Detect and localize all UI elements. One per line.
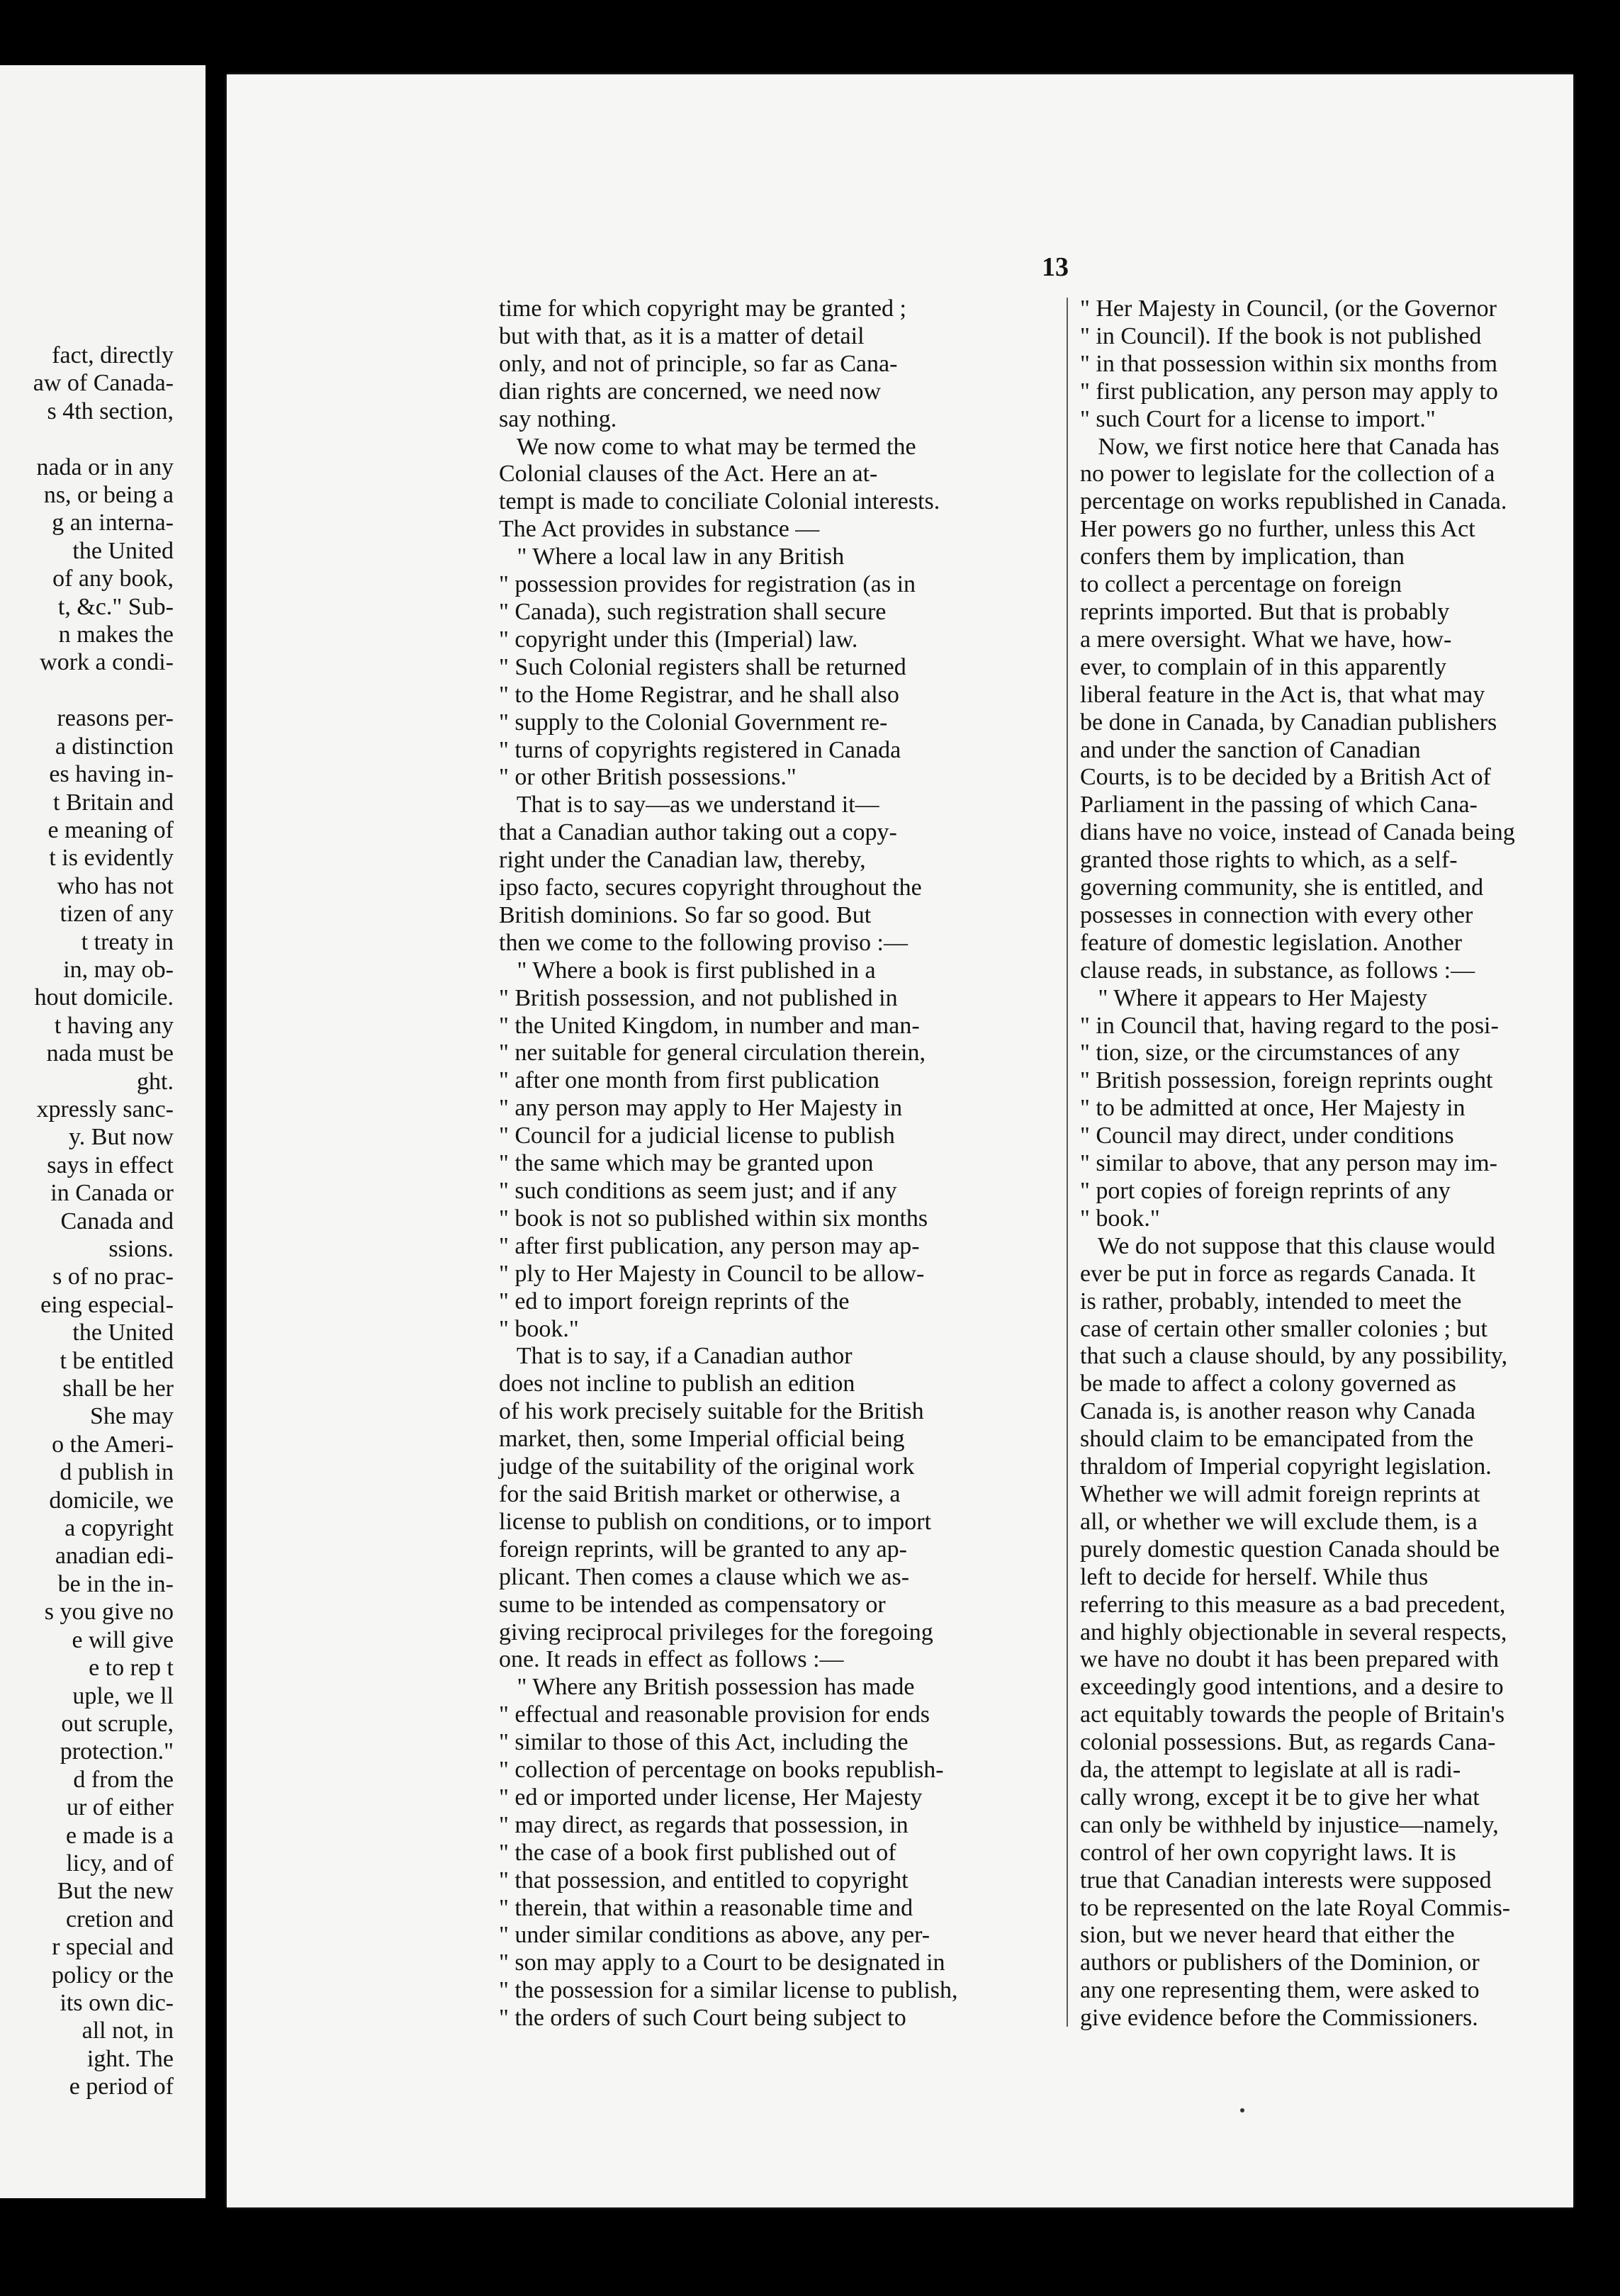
text-line: out scruple, xyxy=(61,1710,174,1737)
text-line: British dominions. So far so good. But xyxy=(499,901,872,928)
text-line: licy, and of xyxy=(66,1850,174,1876)
text-line: " Where it appears to Her Majesty xyxy=(1080,984,1428,1011)
text-line: authors or publishers of the Dominion, or xyxy=(1080,1949,1480,1976)
text-line: But the new xyxy=(57,1878,174,1905)
text-line: " after one month from first publication xyxy=(499,1067,879,1094)
text-line: " ply to Her Majesty in Council to be allow- xyxy=(499,1260,925,1287)
text-line: " such Court for a license to import." xyxy=(1080,405,1436,432)
text-line: then we come to the following proviso :— xyxy=(499,929,908,956)
text-line: does not incline to publish an edition xyxy=(499,1371,855,1397)
text-line: shall be her xyxy=(62,1375,174,1402)
text-line: all, or whether we will exclude them, is a xyxy=(1080,1508,1478,1535)
text-line: Whether we will admit foreign reprints at xyxy=(1080,1480,1480,1507)
text-line: judge of the suitability of the original work xyxy=(499,1453,915,1480)
text-line: " the orders of such Court being subject to xyxy=(499,2005,906,2032)
text-line: dians have no voice, instead of Canada being xyxy=(1080,819,1515,846)
text-line: " ed or imported under license, Her Majesty xyxy=(499,1784,923,1811)
text-line: plicant. Then comes a clause which we as- xyxy=(499,1563,910,1590)
text-line: " British possession, and not published in xyxy=(499,984,898,1011)
text-line: ever, to complain of in this apparently xyxy=(1080,653,1446,680)
text-line: say nothing. xyxy=(499,405,617,432)
text-line: domicile, we xyxy=(49,1487,174,1514)
text-line: protection." xyxy=(60,1738,174,1765)
text-line: can only be withheld by injustice—namely, xyxy=(1080,1811,1499,1838)
right-column xyxy=(1080,296,1515,2032)
text-line: granted those rights to which, as a self- xyxy=(1080,847,1458,874)
text-line: " supply to the Colonial Government re- xyxy=(499,709,888,736)
text-line: should claim to be emancipated from the xyxy=(1080,1426,1474,1453)
text-line: in, may ob- xyxy=(63,956,174,983)
text-line: and under the sanction of Canadian xyxy=(1080,736,1421,763)
text-line: right under the Canadian law, thereby, xyxy=(499,847,866,874)
text-line: we have no doubt it has been prepared with xyxy=(1080,1646,1500,1673)
text-line: " or other British possessions." xyxy=(499,764,797,791)
column-divider xyxy=(1067,298,1068,2027)
left-page-text xyxy=(0,342,174,2101)
text-line: n makes the xyxy=(58,621,174,648)
text-line: reprints imported. But that is probably xyxy=(1080,598,1450,625)
text-line: The Act provides in substance — xyxy=(499,516,820,543)
text-line: governing community, she is entitled, and xyxy=(1080,874,1484,901)
text-line: " effectual and reasonable provision for ends xyxy=(499,1701,930,1728)
text-line: We now come to what may be termed the xyxy=(499,433,916,460)
text-line: is rather, probably, intended to meet the xyxy=(1080,1288,1462,1315)
left-column xyxy=(499,296,958,2032)
text-line: She may xyxy=(89,1403,174,1430)
text-line: " in Council that, having regard to the posi- xyxy=(1080,1012,1499,1039)
text-line: liberal feature in the Act is, that what may xyxy=(1080,681,1485,708)
page-number: 13 xyxy=(1042,252,1069,282)
text-line: " British possession, foreign reprints ought xyxy=(1080,1067,1493,1094)
text-line: t be entitled xyxy=(60,1347,174,1374)
text-line: " port copies of foreign reprints of any xyxy=(1080,1178,1451,1204)
text-line: tempt is made to conciliate Colonial interests. xyxy=(499,488,940,515)
text-line: anadian edi- xyxy=(55,1543,174,1570)
text-line: " to the Home Registrar, and he shall also xyxy=(499,681,899,708)
text-line: market, then, some Imperial official being xyxy=(499,1426,905,1453)
text-line: d publish in xyxy=(60,1459,174,1486)
text-line: a copyright xyxy=(64,1515,174,1542)
text-line: to collect a percentage on foreign xyxy=(1080,571,1402,598)
text-line: all not, in xyxy=(81,2018,174,2044)
text-line: That is to say—as we understand it— xyxy=(499,792,879,818)
text-line: xpressly sanc- xyxy=(36,1096,174,1122)
text-line: of his work precisely suitable for the British xyxy=(499,1398,924,1425)
text-line xyxy=(0,425,174,453)
text-line: " Canada), such registration shall secure xyxy=(499,598,887,625)
text-line: Now, we first notice here that Canada has xyxy=(1080,433,1500,460)
text-line: thraldom of Imperial copyright legislation. xyxy=(1080,1453,1492,1480)
text-line: s of no prac- xyxy=(52,1264,174,1290)
text-line: Parliament in the passing of which Cana- xyxy=(1080,792,1478,818)
text-line: " turns of copyrights registered in Canada xyxy=(499,736,901,763)
text-line: one. It reads in effect as follows :— xyxy=(499,1646,844,1673)
text-line: give evidence before the Commissioners. xyxy=(1080,2005,1478,2032)
text-line: " the same which may be granted upon xyxy=(499,1150,874,1177)
text-line: feature of domestic legislation. Another xyxy=(1080,929,1463,956)
text-line: " ed to import foreign reprints of the xyxy=(499,1288,850,1315)
text-line: for the said British market or otherwise, a xyxy=(499,1480,901,1507)
printer-dot xyxy=(1240,2108,1244,2112)
text-line: purely domestic question Canada should be xyxy=(1080,1536,1500,1563)
text-line: Her powers go no further, unless this Act xyxy=(1080,516,1475,543)
text-line: case of certain other smaller colonies ; but xyxy=(1080,1315,1487,1342)
text-line: says in effect xyxy=(47,1152,174,1178)
text-line: be in the in- xyxy=(57,1570,174,1597)
text-line: percentage on works republished in Canada. xyxy=(1080,488,1507,515)
text-line: " the possession for a similar license to publish, xyxy=(499,1977,958,2004)
text-line: e will give xyxy=(72,1626,174,1653)
text-line: foreign reprints, will be granted to any ap- xyxy=(499,1536,907,1563)
text-line: be done in Canada, by Canadian publishers xyxy=(1080,709,1497,736)
text-line: exceedingly good intentions, and a desire to xyxy=(1080,1674,1504,1701)
text-line: fact, directly xyxy=(52,342,174,368)
text-line: Canada is, is another reason why Canada xyxy=(1080,1398,1475,1425)
text-line: no power to legislate for the collection of a xyxy=(1080,461,1495,488)
text-line: confers them by implication, than xyxy=(1080,544,1405,570)
text-line: " under similar conditions as above, any per- xyxy=(499,1922,930,1949)
text-line: " possession provides for registration (as in xyxy=(499,571,916,598)
text-line: y. But now xyxy=(69,1124,174,1151)
text-line xyxy=(0,677,174,704)
text-line: cretion and xyxy=(66,1906,174,1932)
text-line: " Where a local law in any British xyxy=(499,544,845,570)
text-line: policy or the xyxy=(52,1962,174,1988)
text-line: " the United Kingdom, in number and man- xyxy=(499,1012,920,1039)
text-line: " book is not so published within six months xyxy=(499,1205,928,1232)
text-line: " tion, size, or the circumstances of any xyxy=(1080,1040,1460,1067)
text-line: " similar to those of this Act, including the xyxy=(499,1729,909,1756)
text-line: e period of xyxy=(69,2073,174,2100)
main-page xyxy=(227,74,1573,2207)
text-line: to be represented on the late Royal Commis- xyxy=(1080,1894,1511,1921)
text-line: left to decide for herself. While thus xyxy=(1080,1563,1429,1590)
text-line: the United xyxy=(72,537,174,564)
text-line: " in that possession within six months from xyxy=(1080,350,1498,377)
text-line: t treaty in xyxy=(81,928,174,955)
text-line: " ner suitable for general circulation therein, xyxy=(499,1040,926,1067)
text-line: giving reciprocal privileges for the foregoing xyxy=(499,1619,933,1645)
text-line: da, the attempt to legislate at all is radi- xyxy=(1080,1757,1461,1784)
text-line: that a Canadian author taking out a copy- xyxy=(499,819,897,846)
text-line: but with that, as it is a matter of detail xyxy=(499,322,865,349)
text-line: s 4th section, xyxy=(47,398,174,424)
text-line: t, &c." Sub- xyxy=(57,593,174,620)
text-line: act equitably towards the people of Britain's xyxy=(1080,1701,1505,1728)
text-line: " to be admitted at once, Her Majesty in xyxy=(1080,1095,1466,1122)
text-line: " first publication, any person may apply to xyxy=(1080,378,1498,405)
text-line: reasons per- xyxy=(57,705,174,732)
text-line: possesses in connection with every other xyxy=(1080,901,1473,928)
text-line: eing especial- xyxy=(40,1291,174,1318)
text-line: clause reads, in substance, as follows :— xyxy=(1080,957,1475,984)
text-line: t Britain and xyxy=(53,789,174,816)
text-line: " collection of percentage on books republish- xyxy=(499,1757,944,1784)
text-line: " Where any British possession has made xyxy=(499,1674,915,1701)
text-line: ever be put in force as regards Canada. It xyxy=(1080,1260,1475,1287)
text-line: " Such Colonial registers shall be returned xyxy=(499,653,906,680)
text-line: g an interna- xyxy=(52,510,174,536)
text-line: its own dic- xyxy=(60,1989,174,2016)
text-line: ns, or being a xyxy=(43,482,174,509)
left-page-fragment xyxy=(0,65,206,2198)
text-line: o the Ameri- xyxy=(52,1431,174,1458)
text-line: a mere oversight. What we have, how- xyxy=(1080,626,1452,653)
text-line: uple, we ll xyxy=(72,1682,174,1709)
text-line: s you give no xyxy=(44,1599,174,1626)
text-line: Colonial clauses of the Act. Here an at- xyxy=(499,461,878,488)
text-line: nada or in any xyxy=(36,454,174,480)
text-line: " in Council). If the book is not published xyxy=(1080,322,1482,349)
text-line: only, and not of principle, so far as Cana- xyxy=(499,350,898,377)
text-line: " copyright under this (Imperial) law. xyxy=(499,626,858,653)
text-line: cally wrong, except it be to give her what xyxy=(1080,1784,1480,1811)
text-line: d from the xyxy=(73,1766,174,1793)
text-line: ight. The xyxy=(86,2045,174,2072)
text-line: ipso facto, secures copyright throughout the xyxy=(499,874,922,901)
text-line: e to rep t xyxy=(89,1655,174,1682)
text-line: colonial possessions. But, as regards Cana- xyxy=(1080,1729,1496,1756)
text-line: t is evidently xyxy=(49,845,174,872)
text-line: aw of Canada- xyxy=(33,370,174,397)
text-line: and highly objectionable in several respects, xyxy=(1080,1619,1507,1645)
text-line: " that possession, and entitled to copyright xyxy=(499,1867,909,1893)
text-line: r special and xyxy=(52,1934,174,1961)
text-line: control of her own copyright laws. It is xyxy=(1080,1839,1456,1866)
text-line: " book." xyxy=(499,1315,579,1342)
text-line: e meaning of xyxy=(47,816,174,843)
text-line: hout domicile. xyxy=(34,984,174,1011)
text-line: a distinction xyxy=(55,733,174,760)
text-line: es having in- xyxy=(49,761,174,788)
text-line: ght. xyxy=(137,1068,174,1095)
text-line: e made is a xyxy=(66,1822,174,1849)
text-line: " may direct, as regards that possession, in xyxy=(499,1811,909,1838)
text-line: Courts, is to be decided by a British Act of xyxy=(1080,764,1491,791)
text-line: Canada and xyxy=(60,1208,174,1234)
text-line: in Canada or xyxy=(50,1180,174,1207)
text-line: We do not suppose that this clause would xyxy=(1080,1232,1495,1259)
text-line: ur of either xyxy=(66,1794,174,1821)
text-line: " therein, that within a reasonable time and xyxy=(499,1894,913,1921)
text-line: work a condi- xyxy=(40,649,174,676)
text-line: " book." xyxy=(1080,1205,1160,1232)
text-line: " Council for a judicial license to publish xyxy=(499,1122,895,1149)
text-line: " similar to above, that any person may im- xyxy=(1080,1150,1497,1177)
text-line: " any person may apply to Her Majesty in xyxy=(499,1095,903,1122)
text-line: ssions. xyxy=(108,1236,174,1262)
text-line: t having any xyxy=(54,1012,174,1039)
text-line: " Council may direct, under conditions xyxy=(1080,1122,1454,1149)
text-line: the United xyxy=(72,1319,174,1346)
text-line: That is to say, if a Canadian author xyxy=(499,1343,853,1370)
text-line: " Her Majesty in Council, (or the Governor xyxy=(1080,296,1497,322)
text-line: be made to affect a colony governed as xyxy=(1080,1371,1456,1397)
text-line: " such conditions as seem just; and if any xyxy=(499,1178,897,1204)
text-line: who has not xyxy=(57,872,174,899)
text-line: license to publish on conditions, or to import xyxy=(499,1508,932,1535)
text-line: " son may apply to a Court to be designated in xyxy=(499,1949,945,1976)
text-line: " the case of a book first published out of xyxy=(499,1839,896,1866)
text-line: that such a clause should, by any possibility, xyxy=(1080,1343,1508,1370)
text-line: true that Canadian interests were supposed xyxy=(1080,1867,1492,1893)
text-line: time for which copyright may be granted ; xyxy=(499,296,906,322)
text-line: " after first publication, any person may ap- xyxy=(499,1232,920,1259)
text-line: dian rights are concerned, we need now xyxy=(499,378,882,405)
text-line: of any book, xyxy=(52,565,174,592)
text-line: " Where a book is first published in a xyxy=(499,957,876,984)
text-line: sume to be intended as compensatory or xyxy=(499,1591,886,1618)
text-line: nada must be xyxy=(46,1040,174,1067)
text-line: sion, but we never heard that either the xyxy=(1080,1922,1455,1949)
text-line: any one representing them, were asked to xyxy=(1080,1977,1480,2004)
text-line: referring to this measure as a bad precedent, xyxy=(1080,1591,1506,1618)
text-line: tizen of any xyxy=(60,901,174,928)
